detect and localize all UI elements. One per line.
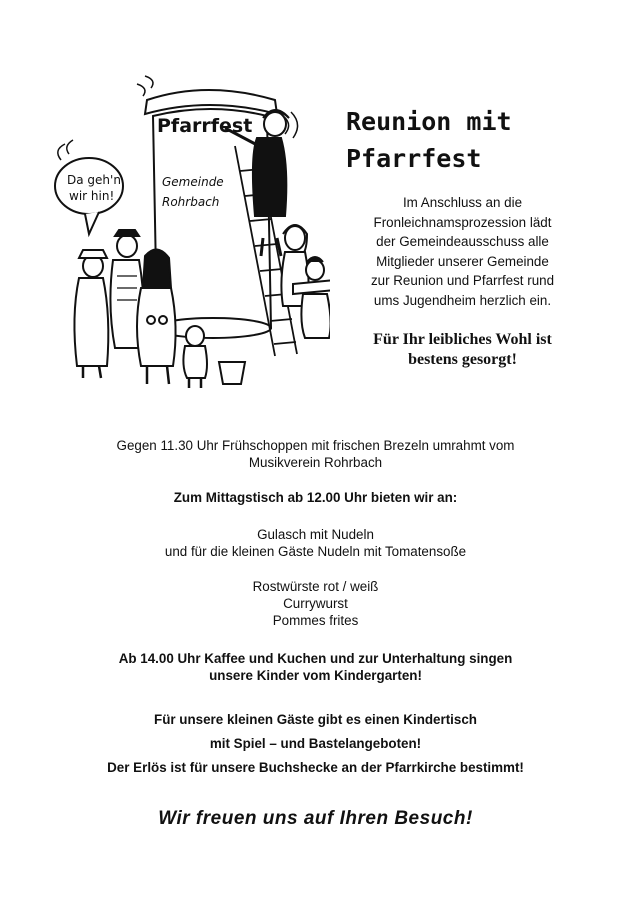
coffee-block [40, 650, 591, 684]
lunch-item-2: und für die kleinen Gäste Nudeln mit Tomatensoße [164, 544, 467, 559]
proceeds-line: Der Erlös ist für unsere Buchshecke an der Pfarrkirche bestimmt! [107, 760, 524, 775]
pillar-title: Pfarrfest [157, 115, 253, 137]
intro-line: ums Jugendheim herzlich ein. [373, 292, 552, 308]
intro-line: Fronleichnamsprozession lädt [373, 214, 552, 230]
pillar-subtitle-2: Rohrbach [162, 195, 220, 209]
wellbeing-line-1: Für Ihr leibliches Wohl ist [373, 331, 552, 348]
grill-item-3: Pommes frites [272, 613, 359, 628]
lunch-item-1: Gulasch mit Nudeln [257, 527, 374, 542]
fruehschoppen-line-1: Gegen 11.30 Uhr Frühschoppen mit frischen Brezeln umrahmt vom [116, 438, 515, 453]
kids-line-2: mit Spiel – und Bastelangeboten! [209, 736, 422, 751]
speech-line-1: Da geh'n [67, 173, 121, 187]
speech-line-2: wir hin! [69, 189, 115, 203]
wellbeing-note [340, 330, 585, 370]
pillar-subtitle-1: Gemeinde [162, 175, 224, 189]
intro-paragraph [340, 193, 585, 310]
intro-line: Mitglieder unserer Gemeinde [376, 253, 549, 269]
closing-line: Wir freuen uns auf Ihren Besuch! [158, 808, 473, 829]
speech-bubble [55, 140, 123, 234]
fruehschoppen-line-2: Musikverein Rohrbach [248, 455, 383, 470]
kids-block [40, 708, 591, 780]
grill-item-2: Currywurst [283, 596, 348, 611]
lunch-heading: Zum Mittagstisch ab 12.00 Uhr bieten wir an: [173, 490, 458, 505]
lunch-menu [40, 526, 591, 560]
heading-line-1: Reunion mit [346, 107, 512, 136]
intro-line: zur Reunion und Pfarrfest rund [370, 273, 555, 288]
coffee-line-2: unsere Kinder vom Kindergarten! [209, 668, 422, 683]
kids-line-1: Für unsere kleinen Gäste gibt es einen Kindertisch [154, 712, 477, 727]
advertising-pillar-illustration [45, 66, 330, 396]
fruehschoppen-block [40, 437, 591, 471]
wellbeing-line-2: bestens gesorgt! [408, 351, 517, 368]
intro-line: Im Anschluss an die [402, 195, 523, 210]
intro-line: der Gemeindeausschuss alle [376, 234, 549, 249]
grill-menu [40, 578, 591, 629]
event-heading [346, 103, 616, 177]
coffee-line-1: Ab 14.00 Uhr Kaffee und Kuchen und zur Unterhaltung singen [118, 651, 513, 666]
heading-line-2: Pfarrfest [346, 144, 482, 173]
grill-item-1: Rostwürste rot / weiß [252, 579, 379, 594]
